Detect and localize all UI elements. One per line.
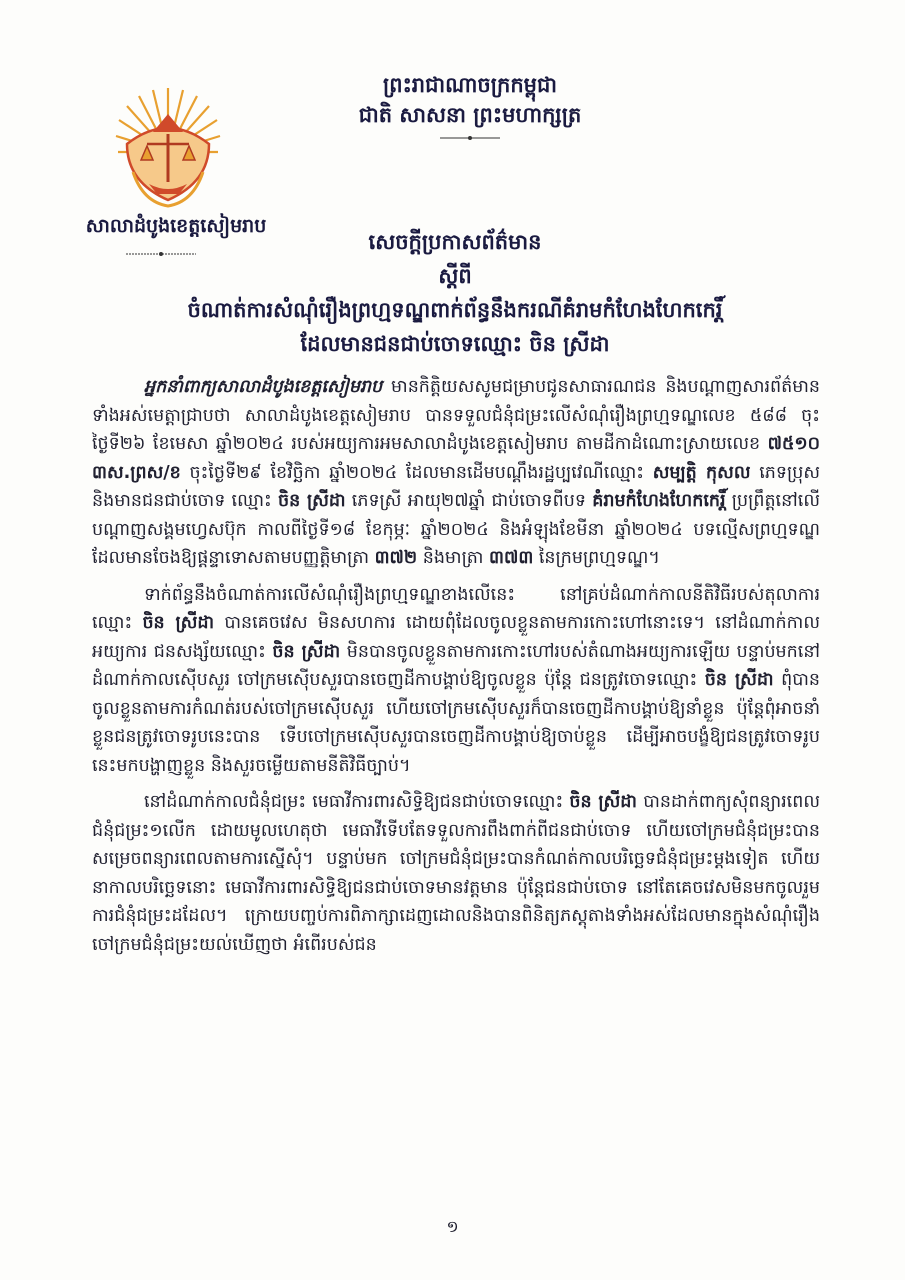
text-run: នៅដំណាក់កាលជំនុំជម្រះ មេធាវីការពារសិទ្ធិឱ្យជនជាប់ចោទឈ្មោះ — [144, 792, 570, 812]
defendant-name: ចិន ស្រីដា — [142, 613, 215, 633]
text-run: និងមាត្រា — [417, 548, 490, 568]
text-run: មានកិត្តិយសសូមជម្រាបជូនសាធារណជន និងបណ្តាញសារព័ត៌មានទាំងអស់មេត្តាជ្រាបថា សាលាដំបូងខេត្តសៀមរាប បានទទួលជំនុំជម្រះលើសំណុំរឿងព្រហ្មទណ្ឌលេខ ៥៨៨ ចុះថ្ងៃទី២៦ ខែមេសា ឆ្នាំ២០២៤ របស់អយ្យការអមសាលាដំបូងខេត្តសៀមរាប តាមដីកាដំណោះស្រាយលេខ — [92, 377, 820, 454]
paragraph — [92, 373, 820, 573]
title-line: ដែលមានជនជាប់ចោទឈ្មោះ ចិន ស្រីដា — [300, 332, 610, 356]
announcement-title — [110, 225, 800, 361]
kingdom-motto: ជាតិ សាសនា ព្រះមហាក្សត្រ — [358, 103, 582, 127]
kingdom-header — [340, 70, 600, 142]
kingdom-name: ព្រះរាជាណាចក្រកម្ពុជា — [382, 73, 557, 97]
spokesperson-label: អ្នកនាំពាក្យសាលាដំបូងខេត្តសៀមរាប — [144, 377, 383, 397]
text-run: នៃក្រមព្រហ្មទណ្ឌ។ — [533, 548, 660, 568]
court-emblem-icon — [113, 82, 223, 212]
article-number: ៣៧២ — [374, 548, 418, 568]
title-line: ស្តីពី — [438, 264, 472, 288]
text-run: ភេទស្រី អាយុ២៧ឆ្នាំ ជាប់ចោទពីបទ — [345, 491, 593, 511]
text-run: ប្រព្រឹត្តនៅលើបណ្តាញសង្គមហ្វេសប៊ុក កាលពីថ្ងៃទី១៨ ខែកុម្ភៈ ឆ្នាំ២០២៤ និងអំឡុងខែមីនា ឆ្នាំ២០២៤ បទល្មើសព្រហ្មទណ្ឌដែលមានចែងឱ្យផ្តន្ទាទោសតាមបញ្ញត្តិមាត្រា — [92, 491, 820, 568]
text-run: ទាក់ព័ន្ធនឹងចំណាត់ការលើសំណុំរឿងព្រហ្មទណ្ឌខាងលើនេះ នៅគ្រប់ដំណាក់កាលនីតិវិធីរបស់តុលាការ ឈ្មោះ — [92, 584, 820, 633]
text-run: មិនបានចូលខ្លួនតាមការកោះហៅរបស់តំណាងអយ្យការឡើយ បន្ទាប់មកនៅដំណាក់កាលស៊ើបសួរ ចៅក្រមស៊ើបសួរបានចេញដីកាបង្គាប់ឱ្យចូលខ្លួន ប៉ុន្តែ ជនត្រូវចោទឈ្មោះ — [92, 641, 820, 690]
defendant-name: ចិន ស្រីដា — [704, 670, 774, 690]
text-run: ភេទប្រុស និងមានជនជាប់ចោទ ឈ្មោះ — [92, 462, 821, 511]
defendant-name: ចិន ស្រីដា — [277, 491, 346, 511]
charge-name: គំរាមកំហែងហែកកេរ្តិ៍ — [592, 491, 726, 511]
ornament-divider-icon — [440, 134, 500, 142]
court-name: សាលាដំបូងខេត្តសៀមរាប — [85, 215, 267, 237]
text-run: ៧៥១០ ៣ស.ព្រស/ខ — [92, 434, 820, 483]
text-run: ពុំបានចូលខ្លួនតាមការកំណត់របស់ចៅក្រមស៊ើបសួរ ហើយចៅក្រមស៊ើបសួរក៏បានចេញដីកាបង្គាប់ឱ្យនាំខ្លួន ប៉ុន្តែពុំអាចនាំខ្លួនជនត្រូវចោទរូបនេះបាន ទើបចៅក្រមស៊ើបសួរបានចេញដីកាបង្គាប់ឱ្យចាប់ខ្លួន ដើម្បីអាចបង្ខំឱ្យជនត្រូវចោទរូបនេះមកបង្ហាញខ្លួន និងសួរចម្លើយតាមនីតិវិធីច្បាប់។ — [92, 670, 820, 776]
paragraph — [92, 581, 820, 781]
defendant-name: ចិន ស្រីដា — [272, 641, 341, 662]
text-run: បានដាក់ពាក្យសុំពន្យារពេលជំនុំជម្រះ១លើក ដោយមូលហេតុថា មេធាវីទើបតែទទួលការពឹងពាក់ពីជនជាប់ចោទ ហើយចៅក្រមជំនុំជម្រះបានសម្រេចពន្យារពេលតាមការស្នើសុំ។ បន្ទាប់មក ចៅក្រមជំនុំជម្រះបានកំណត់កាលបរិច្ឆេទជំនុំជម្រះម្តងទៀត ហើយនាកាលបរិច្ឆេទនោះ មេធាវីការពារសិទ្ធិឱ្យជនជាប់ចោទមានវត្តមាន ប៉ុន្តែជនជាប់ចោទ នៅតែគេចវេសមិនមកចូលរួមការជំនុំជម្រះដដែល។ ក្រោយបញ្ចប់ការពិភាក្សាដេញដោលនិងបានពិនិត្យភស្តុតាងទាំងអស់ដែលមានក្នុងសំណុំរឿង ចៅក្រមជំនុំជម្រះយល់ឃើញថា អំពើរបស់ជន — [92, 792, 820, 955]
title-line: សេចក្តីប្រកាសព័ត៌មាន — [368, 230, 542, 254]
page-number: ១ — [446, 1217, 459, 1236]
announcement-body — [92, 373, 820, 967]
article-number: ៣៧៣ — [489, 548, 534, 568]
paragraph — [92, 788, 820, 959]
text-run: ចុះថ្ងៃទី២៩ ខែវិច្ឆិកា ឆ្នាំ២០២៤ ដែលមានដើមបណ្តឹងរដ្ឋប្បវេណីឈ្មោះ — [180, 462, 653, 483]
text-run: បានគេចវេស មិនសហការ ដោយពុំដែលចូលខ្លួនតាមការកោះហៅនោះទេ។ នៅដំណាក់កាលអយ្យការ ជនសង្ស័យឈ្មោះ — [92, 613, 820, 662]
plaintiff-name: សម្បត្តិ កុសល — [652, 462, 751, 483]
defendant-name: ចិន ស្រីដា — [569, 792, 637, 812]
title-line: ចំណាត់ការសំណុំរឿងព្រហ្មទណ្ឌពាក់ព័ន្ធនឹងករណីគំរាមកំហែងហែកកេរ្តិ៍ — [187, 298, 723, 322]
